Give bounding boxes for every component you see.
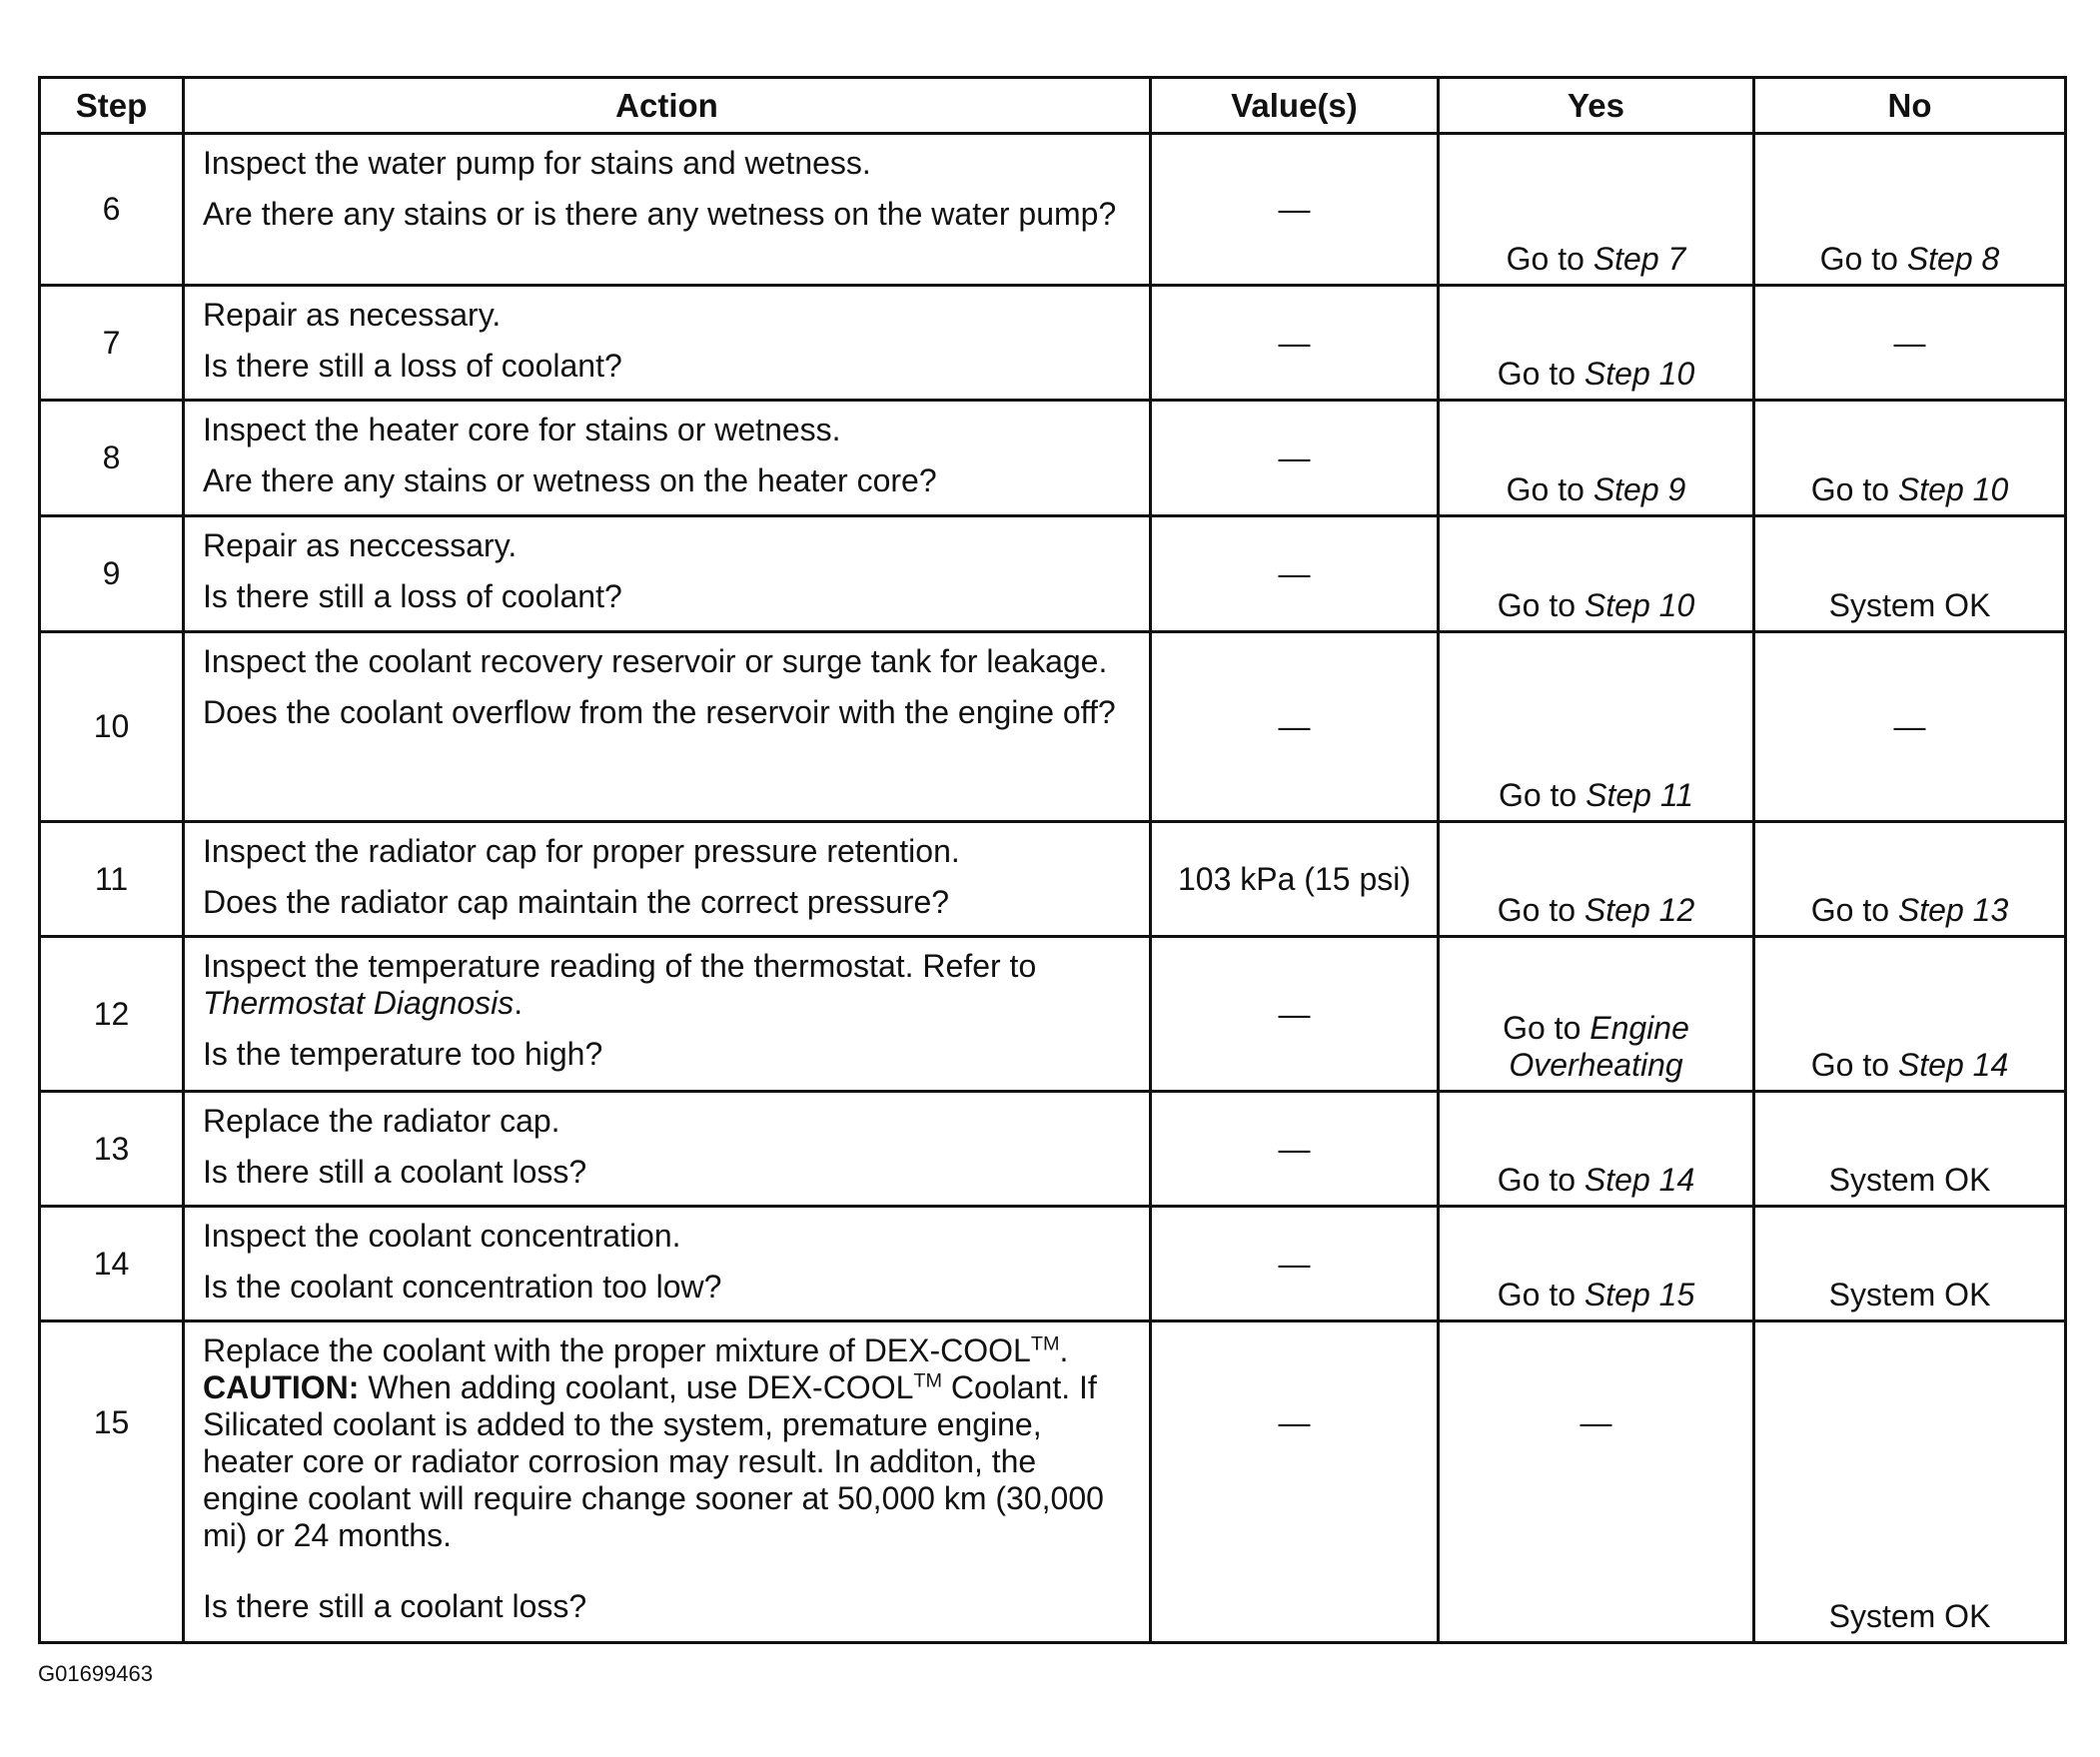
action-question: Is the coolant concentration too low? [203, 1269, 722, 1305]
action-instruction: Inspect the heater core for stains or wetness. [203, 412, 841, 447]
action-cell [184, 937, 1151, 1092]
action-question: Are there any stains or wetness on the heater core? [203, 462, 937, 498]
value-cell: — [1151, 134, 1439, 286]
action-question: Are there any stains or is there any wetness on the water pump? [203, 196, 1117, 232]
caution-text: When adding coolant, use DEX-COOL [359, 1369, 914, 1405]
yes-step-ref: Step 7 [1592, 241, 1686, 277]
step-number: 10 [40, 632, 184, 822]
caution-text: Coolant. If Silicated coolant is added to the system, premature engine, heater core or radiator corrosion may result. In additon, the engine coolant will require change sooner at 50,000 km (30,000 mi) or 24 months. [203, 1369, 1104, 1553]
action-instruction: Inspect the radiator cap for proper pressure retention. [203, 833, 960, 869]
yes-prefix: Go to [1497, 1277, 1584, 1313]
diagnostic-table [38, 76, 2067, 1644]
action-instruction: Replace the radiator cap. [203, 1103, 560, 1139]
action-instruction: Inspect the water pump for stains and wetness. [203, 145, 871, 181]
yes-step-ref: Step 11 [1585, 777, 1694, 813]
value-cell: — [1151, 1092, 1439, 1207]
no-cell: — [1754, 286, 2066, 401]
action-instruction [203, 948, 1141, 1022]
table-row [40, 1092, 2066, 1207]
action-question: Is there still a loss of coolant? [203, 348, 622, 384]
value-cell: — [1151, 1321, 1439, 1643]
thermostat-diagnosis-ref: Thermostat Diagnosis [203, 985, 515, 1021]
no-step-ref: Step 14 [1897, 1047, 2009, 1083]
table-row [40, 134, 2066, 286]
no-prefix: Go to [1810, 471, 1898, 507]
yes-prefix: Go to [1497, 1162, 1584, 1198]
yes-cell [1439, 822, 1754, 937]
action-instruction: Inspect the coolant concentration. [203, 1218, 681, 1254]
step-number: 12 [40, 937, 184, 1092]
action-text-part: . [1059, 1332, 1069, 1368]
no-step-ref: Step 8 [1906, 241, 2000, 277]
action-instruction-text: Inspect the temperature reading of the thermostat. Refer to [203, 948, 1037, 984]
action-instruction [203, 1332, 1141, 1554]
step-number: 8 [40, 401, 184, 516]
table-row [40, 286, 2066, 401]
action-cell [184, 632, 1151, 822]
no-cell [1754, 822, 2066, 937]
no-cell [1754, 937, 2066, 1092]
action-cell [184, 401, 1151, 516]
action-instruction: Inspect the coolant recovery reservoir or surge tank for leakage. [203, 643, 1108, 679]
no-cell: — [1754, 632, 2066, 822]
action-question: Is there still a coolant loss? [203, 1588, 587, 1624]
yes-cell [1439, 401, 1754, 516]
action-cell [184, 286, 1151, 401]
action-cell [184, 1092, 1151, 1207]
header-action: Action [184, 78, 1151, 134]
action-question: Is the temperature too high? [203, 1036, 603, 1072]
header-row [40, 78, 2066, 134]
yes-step-ref: Step 10 [1583, 356, 1695, 392]
yes-prefix: Go to [1503, 1010, 1590, 1046]
value-cell: — [1151, 632, 1439, 822]
action-question: Does the radiator cap maintain the correct pressure? [203, 884, 950, 920]
action-question: Is there still a loss of coolant? [203, 578, 622, 614]
action-cell [184, 516, 1151, 632]
value-cell: — [1151, 286, 1439, 401]
value-cell: — [1151, 401, 1439, 516]
yes-prefix: Go to [1497, 587, 1584, 623]
yes-step-ref: Step 15 [1583, 1277, 1695, 1313]
action-text-part: Replace the coolant with the proper mixture of DEX-COOL [203, 1332, 1031, 1368]
value-cell: — [1151, 516, 1439, 632]
step-number: 15 [40, 1321, 184, 1643]
table-row [40, 937, 2066, 1092]
trademark-mark: TM [913, 1369, 943, 1392]
value-cell: — [1151, 937, 1439, 1092]
step-number: 14 [40, 1207, 184, 1321]
no-cell: System OK [1754, 1321, 2066, 1643]
yes-step-ref: Step 9 [1592, 471, 1686, 507]
yes-prefix: Go to [1506, 241, 1593, 277]
yes-cell: — [1439, 1321, 1754, 1643]
yes-step-ref: Step 10 [1583, 587, 1695, 623]
table-row [40, 632, 2066, 822]
no-prefix: Go to [1810, 1047, 1898, 1083]
yes-prefix: Go to [1497, 356, 1584, 392]
step-number: 6 [40, 134, 184, 286]
value-cell: 103 kPa (15 psi) [1151, 822, 1439, 937]
trademark-mark: TM [1030, 1332, 1060, 1355]
action-cell [184, 134, 1151, 286]
figure-id: G01699463 [38, 1661, 153, 1686]
action-cell [184, 822, 1151, 937]
no-prefix: Go to [1819, 241, 1907, 277]
header-yes: Yes [1439, 78, 1754, 134]
no-cell: System OK [1754, 516, 2066, 632]
action-cell [184, 1321, 1151, 1643]
step-number: 9 [40, 516, 184, 632]
action-question: Does the coolant overflow from the reservoir with the engine off? [203, 694, 1116, 730]
no-step-ref: Step 13 [1897, 892, 2009, 928]
no-cell [1754, 401, 2066, 516]
action-instruction-end: . [514, 985, 524, 1021]
action-instruction: Repair as neccessary. [203, 527, 518, 563]
step-number: 13 [40, 1092, 184, 1207]
value-cell: — [1151, 1207, 1439, 1321]
yes-step-ref: Step 12 [1583, 892, 1695, 928]
step-number: 7 [40, 286, 184, 401]
table-row [40, 1207, 2066, 1321]
yes-cell [1439, 286, 1754, 401]
yes-cell [1439, 1207, 1754, 1321]
no-cell [1754, 134, 2066, 286]
no-prefix: Go to [1810, 892, 1898, 928]
no-step-ref: Step 10 [1897, 471, 2009, 507]
action-question: Is there still a coolant loss? [203, 1154, 587, 1190]
action-cell [184, 1207, 1151, 1321]
header-values: Value(s) [1151, 78, 1439, 134]
table-row [40, 822, 2066, 937]
table-row [40, 516, 2066, 632]
yes-cell [1439, 516, 1754, 632]
yes-engine-overheating-ref: Engine Overheating [1509, 1010, 1689, 1083]
action-instruction: Repair as necessary. [203, 297, 502, 333]
yes-prefix: Go to [1497, 892, 1584, 928]
yes-prefix: Go to [1498, 777, 1586, 813]
yes-step-ref: Step 14 [1583, 1162, 1695, 1198]
table-row [40, 1321, 2066, 1643]
no-cell: System OK [1754, 1207, 2066, 1321]
yes-cell [1439, 1092, 1754, 1207]
caution-label: CAUTION: [203, 1369, 360, 1405]
header-step: Step [40, 78, 184, 134]
yes-cell [1439, 632, 1754, 822]
header-no: No [1754, 78, 2066, 134]
table-row [40, 401, 2066, 516]
no-cell: System OK [1754, 1092, 2066, 1207]
step-number: 11 [40, 822, 184, 937]
yes-cell [1439, 937, 1754, 1092]
yes-cell [1439, 134, 1754, 286]
yes-prefix: Go to [1506, 471, 1593, 507]
